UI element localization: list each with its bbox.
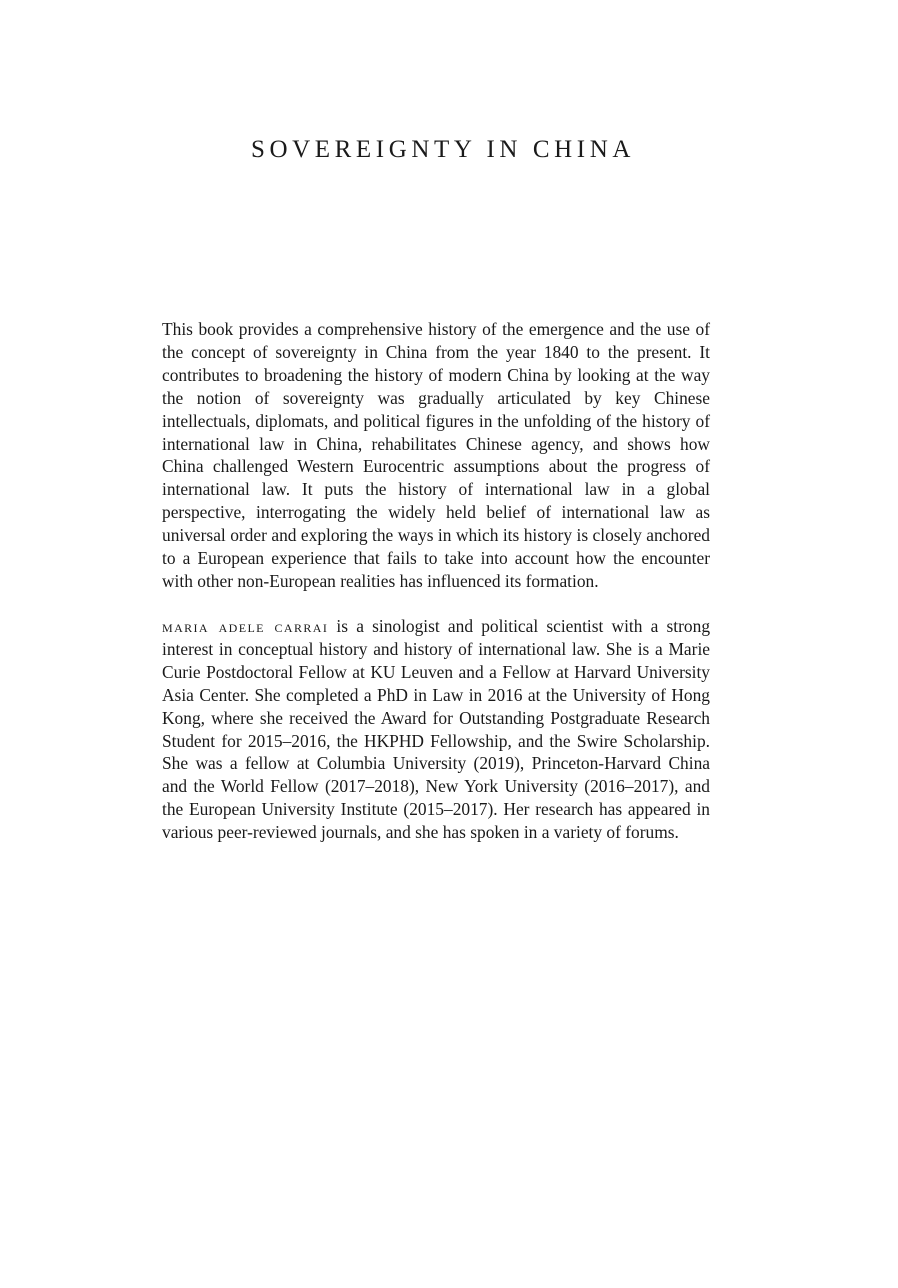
author-name: maria adele carrai [162,616,329,636]
author-bio [162,615,710,844]
title-text: SOVEREIGNTY IN CHINA [250,136,636,163]
book-description: This book provides a comprehensive history of the emergence and the use of the concept of sovereignty in China from the year 1840 to the present. It contributes to broadening the history of modern China by looking at the way the notion of sovereignty was gradually articulated by key Chinese intellectuals, diplomats, and political figures in the unfolding of the history of international law in China, rehabilitates Chinese agency, and shows how China challenged Western Eurocentric assumptions about the progress of international law. It puts the history of international law in a global perspective, interrogating the widely held belief of international law as universal order and exploring the ways in which its history is closely anchored to a European experience that fails to take into account how the encounter with other non-European realities has influenced its formation. [162,319,710,591]
page-title [0,134,898,166]
author-bio-text: is a sinologist and political scientist with a strong interest in conceptual history and history of international law. She is a Marie Curie Postdoctoral Fellow at KU Leuven and a Fellow at Harvard University Asia Center. She completed a PhD in Law in 2016 at the University of Hong Kong, where she received the Award for Outstanding Postgraduate Research Student for 2015–2016, the HKPHD Fellowship, and the Swire Scholarship. She was a fellow at Columbia University (2019), Princeton-Harvard China and the World Fellow (2017–2018), New York University (2016–2017), and the European University Institute (2015–2017). Her research has appeared in various peer-reviewed journals, and she has spoken in a variety of forums. [162,616,711,843]
